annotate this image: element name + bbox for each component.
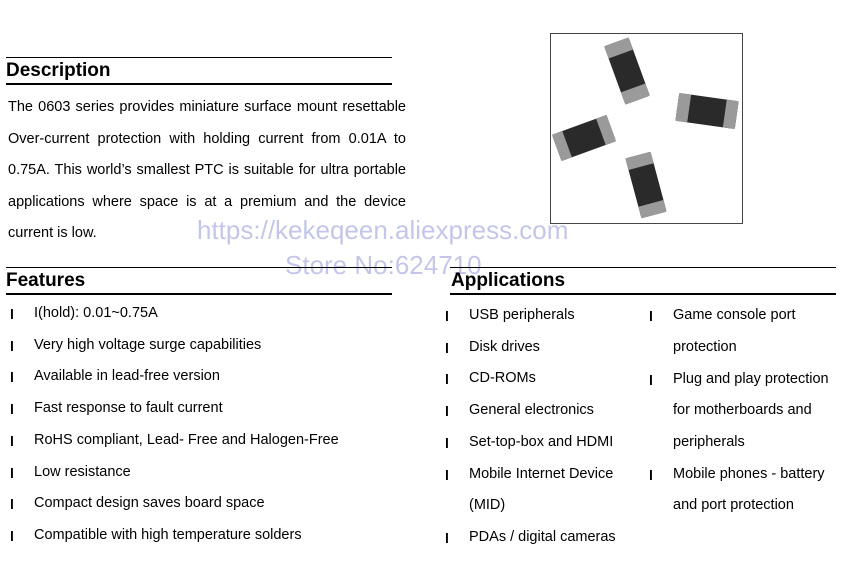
bullet-marker: l (445, 434, 449, 451)
bullet-marker: l (445, 308, 449, 324)
bullet-marker: l (445, 466, 449, 483)
bullet-marker: l (10, 527, 14, 544)
list-item: Compact design saves board space (34, 495, 265, 512)
bullet-marker: l (10, 464, 14, 481)
chip-right (675, 93, 738, 129)
description-text: The 0603 series provides miniature surface mount resettable Over-current protection with holding current from 0.01A to 0.75A. This world’s smallest PTC is suitable for ultra portable applications where space is at a premium and the device current is low. (8, 99, 406, 241)
features-divider (6, 267, 392, 268)
bullet-marker: l (649, 308, 653, 324)
list-item: Plug and play protection for motherboards and peripherals (673, 370, 829, 450)
features-title: Features (6, 270, 86, 291)
list-item: Mobile phones - battery and port protection (673, 465, 825, 514)
bullet-marker: l (10, 306, 14, 322)
list-item: I(hold): 0.01~0.75A (34, 305, 158, 321)
bullet-marker: l (10, 496, 14, 513)
bullet-marker: l (445, 403, 449, 420)
list-item: Low resistance (34, 463, 131, 480)
product-photo (550, 33, 743, 224)
ptc-chips-image (551, 34, 742, 223)
list-item: Disk drives (469, 338, 540, 355)
list-item: CD-ROMs (469, 370, 536, 387)
bullet-marker: l (445, 339, 449, 356)
list-item: RoHS compliant, Lead- Free and Halogen-Free (34, 431, 339, 448)
bullet-marker: l (10, 401, 14, 418)
bullet-marker: l (10, 432, 14, 449)
list-item: PDAs / digital cameras (469, 528, 616, 545)
list-item: Available in lead-free version (34, 368, 220, 385)
bullet-marker: l (445, 371, 449, 388)
bullet-marker: l (649, 371, 653, 388)
chip-bottom (625, 152, 666, 219)
list-item: Game console port protection (673, 307, 796, 355)
watermark-store: Store No:624710 (285, 250, 482, 280)
bullet-marker: l (10, 369, 14, 386)
description-underline (6, 83, 392, 85)
list-item: Mobile Internet Device (MID) (469, 465, 614, 513)
applications-title: Applications (451, 270, 566, 291)
features-underline (6, 293, 392, 295)
list-item: General electronics (469, 402, 594, 419)
list-item: Set-top-box and HDMI (469, 433, 614, 450)
watermark-url: https://kekeqeen.aliexpress.com (197, 215, 569, 245)
list-item: Very high voltage surge capabilities (34, 336, 262, 353)
list-item: Compatible with high temperature solders (34, 526, 302, 543)
applications-divider (450, 267, 836, 268)
bullet-marker: l (445, 529, 449, 546)
applications-underline (450, 293, 836, 295)
description-divider (6, 57, 392, 58)
bullet-marker: l (10, 337, 14, 354)
chip-left (552, 115, 616, 161)
description-title: Description (6, 60, 111, 81)
bullet-marker: l (649, 466, 653, 483)
list-item: Fast response to fault current (34, 400, 223, 417)
chip-top (604, 37, 650, 104)
list-item: USB peripherals (469, 307, 575, 323)
